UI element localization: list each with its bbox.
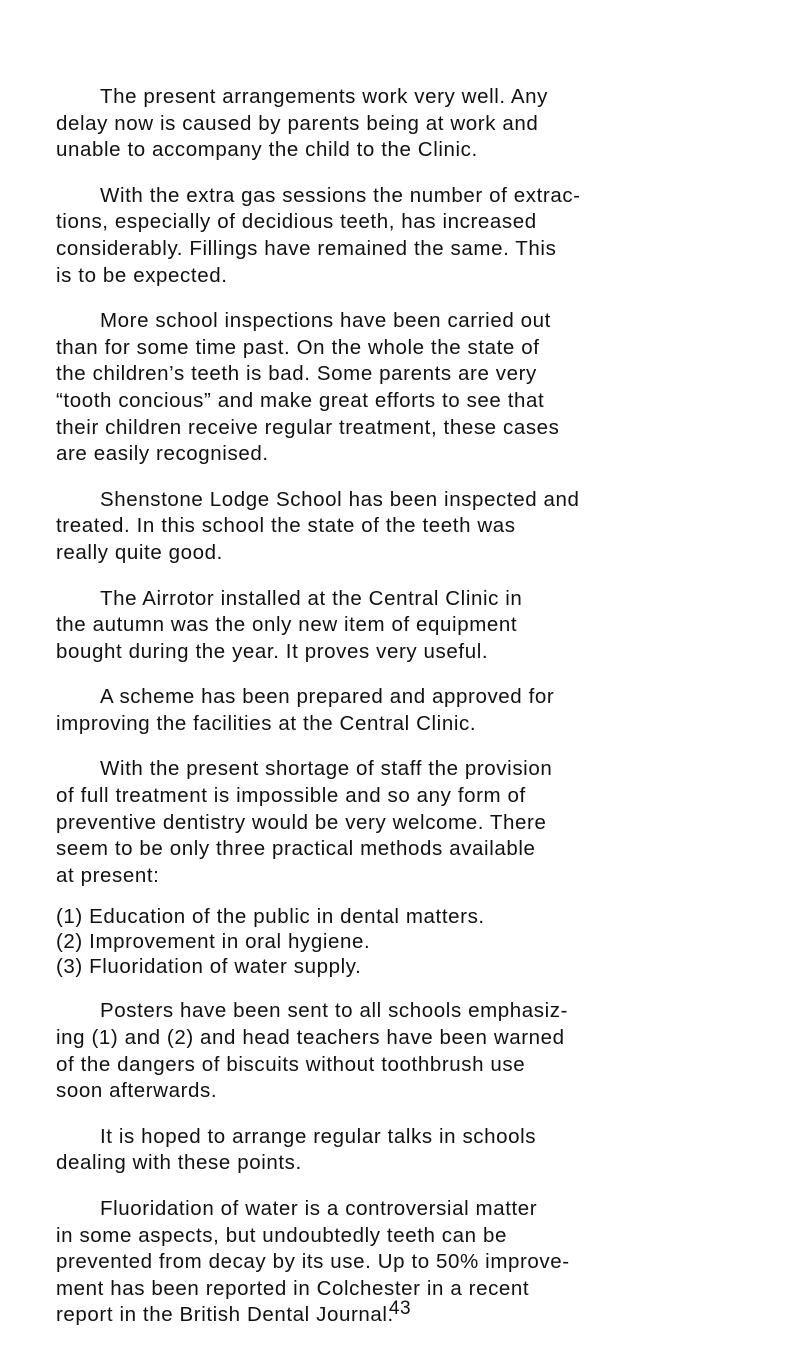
document-page (56, 84, 752, 1348)
list-item-fluoridation: (3) Fluoridation of water supply. (56, 955, 362, 979)
paragraph-shenstone-lodge: Shenstone Lodge School has been inspected and treated. In this school the state of the teeth was really quite good. (56, 487, 580, 564)
list-item-education: (1) Education of the public in dental matters. (56, 905, 485, 929)
paragraph-arrangements: The present arrangements work very well. Any delay now is caused by parents being at work and unable to accompany the child to the Clinic. (56, 85, 548, 162)
paragraph-talks: It is hoped to arrange regular talks in schools dealing with these points. (56, 1124, 537, 1175)
paragraph-posters: Posters have been sent to all schools emphasiz- ing (1) and (2) and head teachers have been warned of the dangers of biscuits without toothbrush use soon afterwards. (56, 999, 569, 1103)
page-number: 43 (388, 1298, 412, 1319)
paragraph-scheme: A scheme has been prepared and approved for improving the facilities at the Central Clinic. (56, 685, 555, 735)
paragraph-preventive-dentistry: With the present shortage of staff the provision of full treatment is impossible and so any form of preventive dentistry would be very welcome. There seem to be only three practical methods available at present: (56, 757, 553, 887)
list-item-oral-hygiene: (2) Improvement in oral hygiene. (56, 930, 371, 954)
methods-list (56, 904, 752, 979)
paragraph-gas-sessions: With the extra gas sessions the number of extrac- tions, especially of decidious teeth, has increased considerably. Fillings have remained the same. This is to be expected. (56, 183, 581, 287)
paragraph-school-inspections: More school inspections have been carried out than for some time past. On the whole the state of the children’s teeth is bad. Some parents are very “tooth concious” and make great efforts to see that their children receive regular treatment, these cases are easily recognised. (56, 309, 560, 466)
paragraph-airrotor: The Airrotor installed at the Central Clinic in the autumn was the only new item of equipment bought during the year. It proves very useful. (56, 586, 523, 663)
paragraph-fluoridation: Fluoridation of water is a controversial matter in some aspects, but undoubtedly teeth can be prevented from decay by its use. Up to 50% improve- ment has been reported in Colchester in a recent report in the British Dental Journal. (56, 1197, 570, 1327)
